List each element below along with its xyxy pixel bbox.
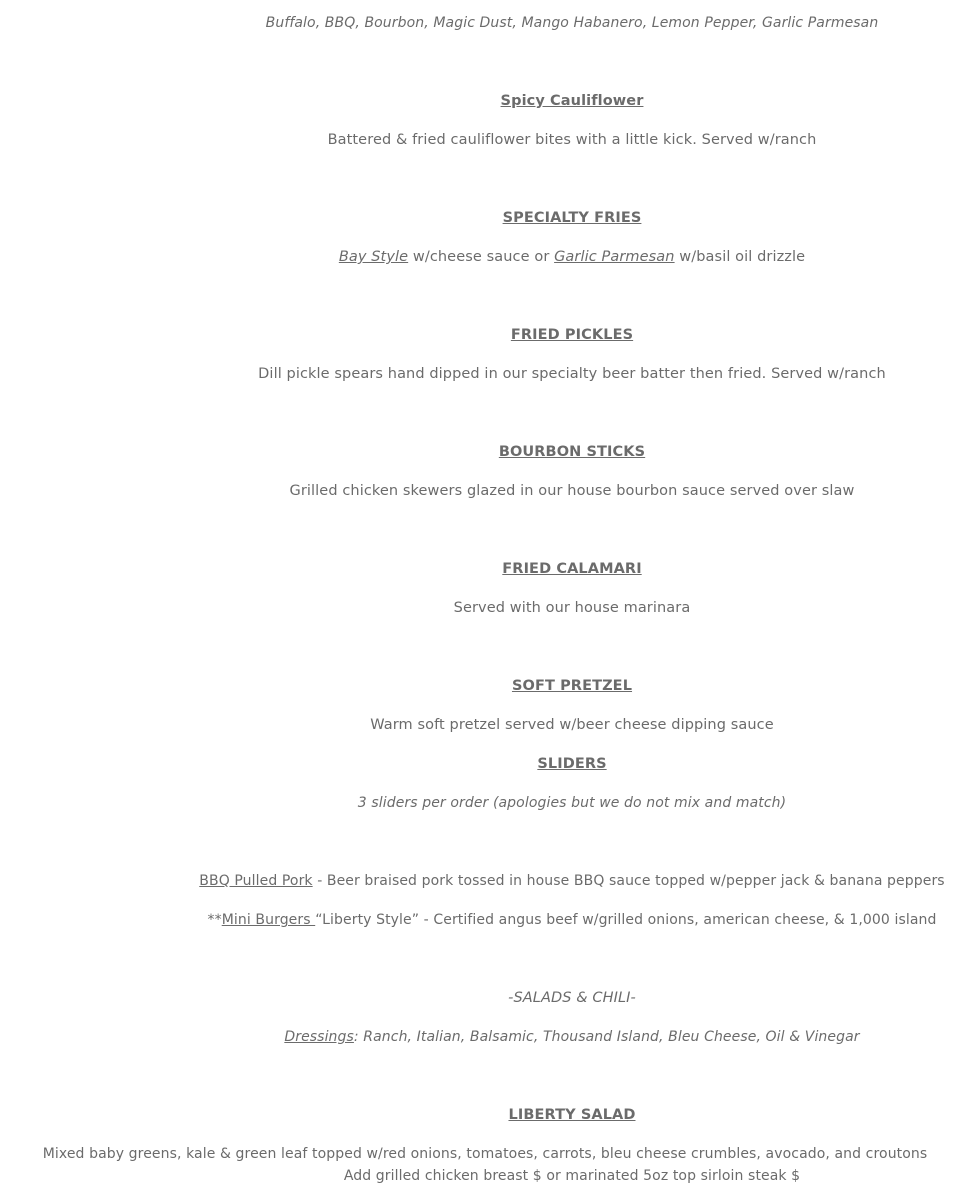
soft-pretzel-desc: Warm soft pretzel served w/beer cheese dipping sauce [370,717,774,733]
dressings-list: : Ranch, Italian, Balsamic, Thousand Island, Bleu Cheese, Oil & Vinegar [353,1029,860,1045]
mini-burgers-prefix: ** [207,912,222,928]
wings-flavors: Buffalo, BBQ, Bourbon, Magic Dust, Mango Habanero, Lemon Pepper, Garlic Parmesan [265,15,879,31]
sliders-item-bbq-pulled-pork [0,871,970,891]
sliders-title: SLIDERS [537,756,607,772]
salads-chili-heading: -SALADS & CHILI- [508,990,636,1006]
specialty-fries-title: SPECIALTY FRIES [502,210,642,226]
spicy-cauliflower-title: Spicy Cauliflower [500,93,644,109]
garlic-parmesan-label: Garlic Parmesan [554,249,675,265]
fried-pickles-title: FRIED PICKLES [510,327,634,343]
bourbon-sticks-desc: Grilled chicken skewers glazed in our house bourbon sauce served over slaw [289,483,855,499]
mini-burgers-name: Mini Burgers [221,912,316,928]
soft-pretzel-title: SOFT PRETZEL [511,678,633,694]
liberty-salad-addon: Add grilled chicken breast $ or marinated 5oz top sirloin steak $ [343,1168,801,1184]
sliders-item-mini-burgers [0,910,970,930]
dressings-label: Dressings [284,1029,354,1045]
dressings-line [0,1027,970,1047]
fried-pickles-desc: Dill pickle spears hand dipped in our specialty beer batter then fried. Served w/ranch [258,366,886,382]
bourbon-sticks-title: BOURBON STICKS [498,444,646,460]
sliders-note: 3 sliders per order (apologies but we do not mix and match) [357,795,787,811]
bay-style-label: Bay Style [338,249,409,265]
liberty-salad-desc: Mixed baby greens, kale & green leaf topped w/red onions, tomatoes, carrots, bleu cheese crumbles, avocado, and croutons [42,1146,928,1162]
bay-style-desc: w/cheese sauce or [408,249,555,265]
fried-calamari-title: FRIED CALAMARI [502,561,642,577]
bbq-pulled-pork-name: BBQ Pulled Pork [199,873,313,889]
fried-calamari-desc: Served with our house marinara [453,600,691,616]
bbq-pulled-pork-desc: - Beer braised pork tossed in house BBQ sauce topped w/pepper jack & banana peppers [312,873,945,889]
spicy-cauliflower-desc: Battered & fried cauliflower bites with a little kick. Served w/ranch [327,132,817,148]
liberty-salad-title: LIBERTY SALAD [508,1107,636,1123]
mini-burgers-desc: “Liberty Style” - Certified angus beef w/grilled onions, american cheese, & 1,000 island [315,912,937,928]
specialty-fries-desc [0,247,970,267]
garlic-parmesan-desc: w/basil oil drizzle [674,249,806,265]
